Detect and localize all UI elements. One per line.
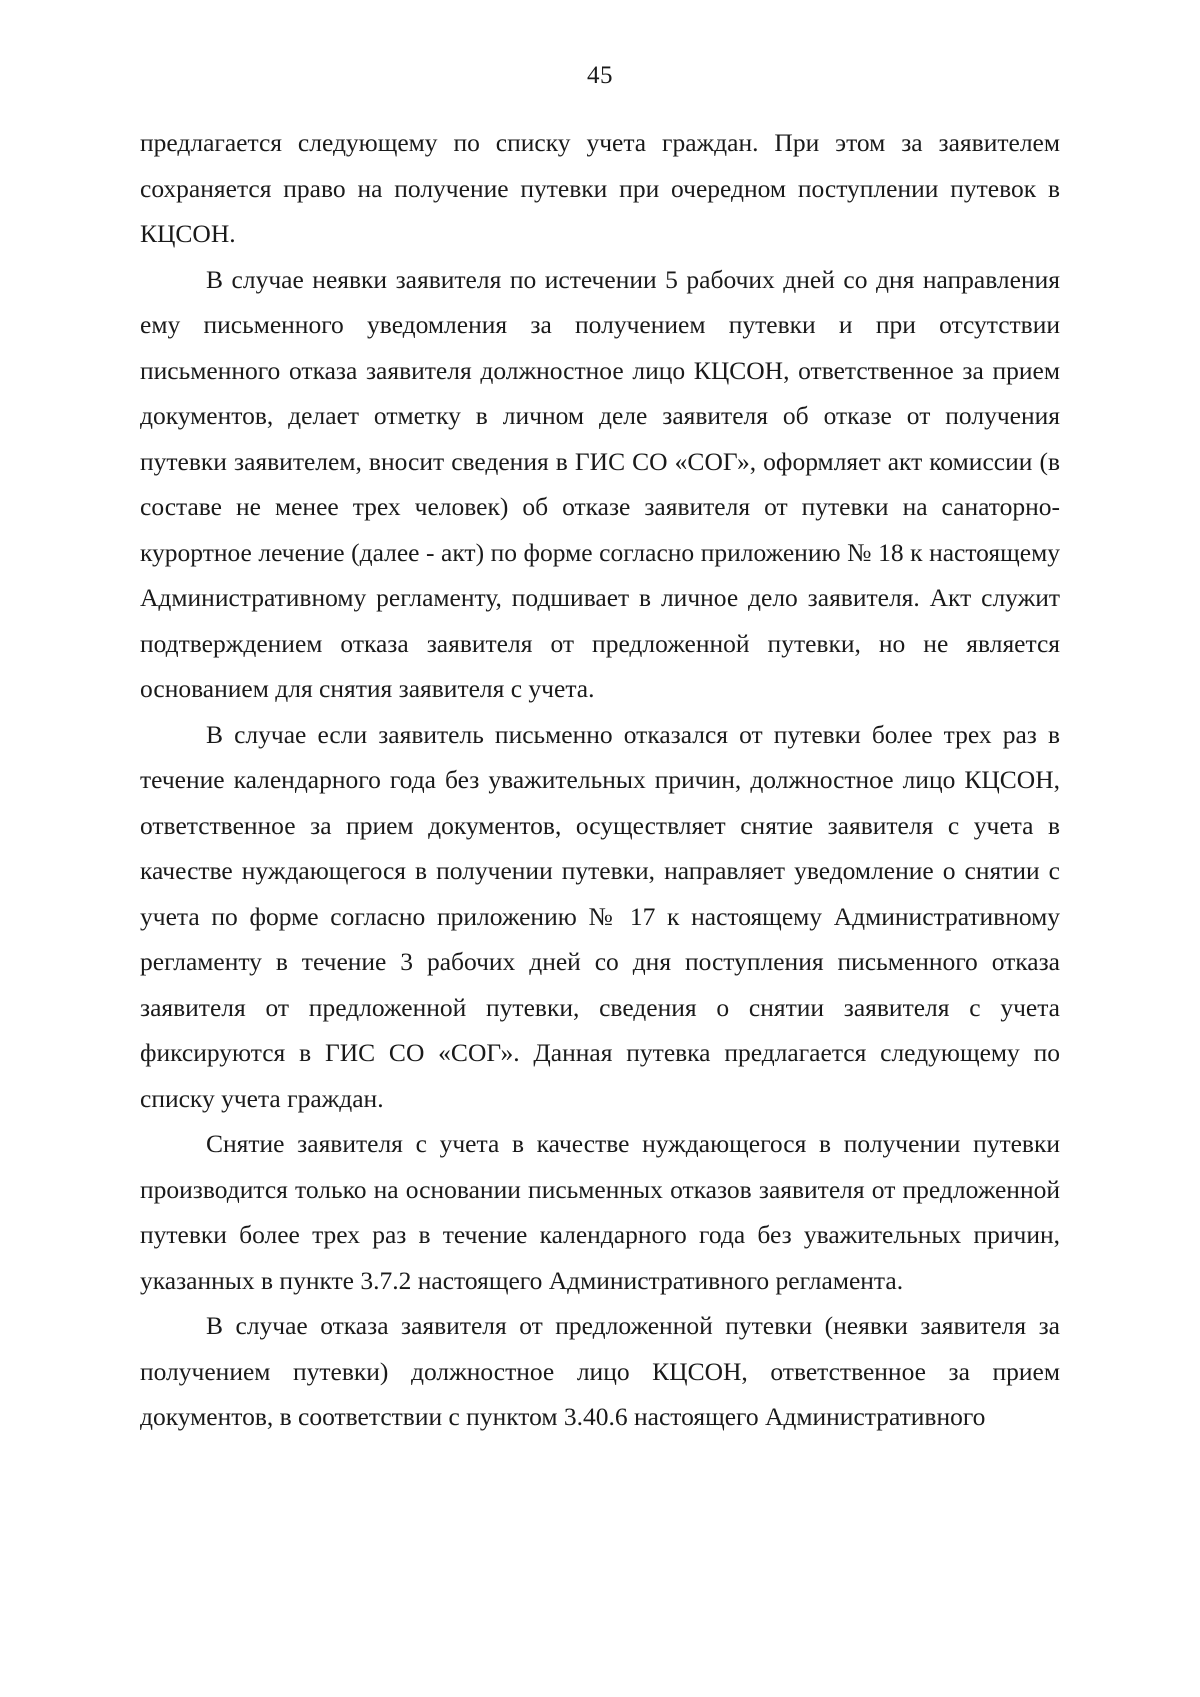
paragraph-written-refusal: В случае если заявитель письменно отказался от путевки более трех раз в течение календарного года без уважительных причин, должностное лицо КЦСОН, ответственное за прием документов, осуществляет снятие заявителя с учета в качестве нуждающегося в получении путевки, направляет уведомление о снятии с учета по форме согласно приложению № 17 к настоящему Административному регламенту в течение 3 рабочих дней со дня поступления письменного отказа заявителя от предложенной путевки, сведения о снятии заявителя с учета фиксируются в ГИС СО «СОГ». Данная путевка предлагается следующему по списку учета граждан. xyxy=(140,719,1060,1113)
paragraph-continuation: предлагается следующему по списку учета граждан. При этом за заявителем сохраняется право на получение путевки при очередном поступлении путевок в КЦСОН. xyxy=(140,128,1060,248)
document-body xyxy=(140,120,1060,1440)
paragraph-refusal-of-voucher: В случае отказа заявителя от предложенной путевки (неявки заявителя за получением путевки) должностное лицо КЦСОН, ответственное за прием документов, в соответствии с пунктом 3.40.6 настоящего Административного xyxy=(140,1311,1060,1431)
page-number: 45 xyxy=(587,62,613,89)
paragraph-removal-from-register: Снятие заявителя с учета в качестве нуждающегося в получении путевки производится только на основании письменных отказов заявителя от предложенной путевки более трех раз в течение календарного года без уважительных причин, указанных в пункте 3.7.2 настоящего Административного регламента. xyxy=(140,1129,1060,1295)
paragraph-non-appearance: В случае неявки заявителя по истечении 5 рабочих дней со дня направления ему письменного уведомления за получением путевки и при отсутствии письменного отказа заявителя должностное лицо КЦСОН, ответственное за прием документов, делает отметку в личном деле заявителя об отказе от получения путевки заявителем, вносит сведения в ГИС СО «СОГ», оформляет акт комиссии (в составе не менее трех человек) об отказе заявителя от путевки на санаторно-курортное лечение (далее - акт) по форме согласно приложению № 18 к настоящему Административному регламенту, подшивает в личное дело заявителя. Акт служит подтверждением отказа заявителя от предложенной путевки, но не является основанием для снятия заявителя с учета. xyxy=(140,264,1060,703)
